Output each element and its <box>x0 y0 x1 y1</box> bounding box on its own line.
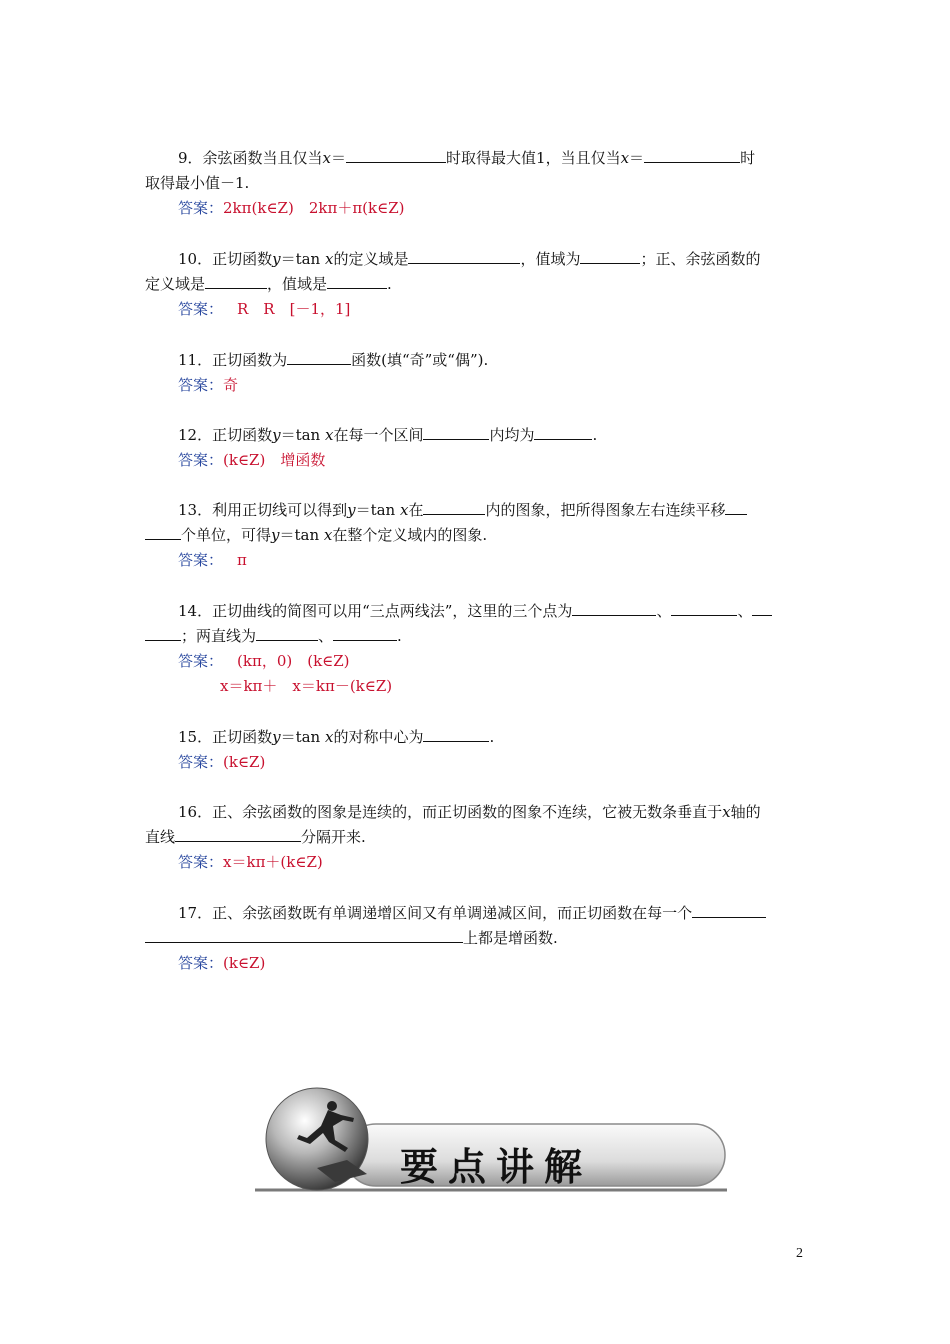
text: ＝tan <box>355 501 400 519</box>
question-15 <box>145 725 807 750</box>
text: ，值域为 <box>520 250 581 268</box>
text: 、 <box>737 602 753 620</box>
text: 时 <box>740 149 756 167</box>
fill-blank[interactable] <box>408 248 520 264</box>
answer-label: 答案： <box>178 954 224 972</box>
text: 10．正切函数 <box>178 250 273 268</box>
answer-14-line-2: x＝kπ＋ x＝kπ－(k∈Z) <box>220 677 393 695</box>
variable: y <box>271 526 280 544</box>
variable: y <box>347 501 356 519</box>
text: 的定义域是 <box>333 250 409 268</box>
text: ＝tan <box>279 526 324 544</box>
answer-11 <box>178 373 238 398</box>
variable: x <box>722 803 731 821</box>
page-number: 2 <box>796 1246 803 1261</box>
question-16 <box>145 800 807 850</box>
fill-blank[interactable] <box>423 499 485 515</box>
text: ，值域是 <box>267 275 328 293</box>
question-16-line-1 <box>145 800 807 825</box>
text: . <box>489 728 495 746</box>
text: 12．正切函数 <box>178 426 273 444</box>
variable: x <box>324 426 334 444</box>
answer-value: R R [－1，1] <box>237 300 351 318</box>
text: 、 <box>656 602 672 620</box>
text: 16．正、余弦函数的图象是连续的，而正切函数的图象不连续，它被无数条垂直于 <box>178 803 723 821</box>
text: 个单位，可得 <box>181 526 272 544</box>
answer-value: (k∈Z) <box>223 954 266 972</box>
text: 函数(填“奇”或“偶”). <box>351 351 489 369</box>
text: ＝tan <box>280 250 325 268</box>
fill-blank[interactable] <box>145 927 463 943</box>
answer-label: 答案： <box>178 300 224 318</box>
answer-value: 奇 <box>223 376 239 394</box>
text: ＝tan <box>280 426 325 444</box>
answer-value: (k∈Z) 增函数 <box>223 451 326 469</box>
answer-value: (kπ，0) (k∈Z) <box>237 652 350 670</box>
question-14-line-1 <box>145 599 807 624</box>
fill-blank[interactable] <box>580 248 640 264</box>
answer-14 <box>178 649 350 674</box>
text: ＝ <box>331 149 347 167</box>
text: ；两直线为 <box>181 627 257 645</box>
variable: x <box>324 728 334 746</box>
answer-label: 答案： <box>178 652 224 670</box>
answer-label: 答案： <box>178 753 224 771</box>
fill-blank[interactable] <box>145 625 181 641</box>
variable: x <box>399 501 409 519</box>
question-14 <box>145 599 807 649</box>
text: 内的图象，把所得图象左右连续平移 <box>485 501 726 519</box>
answer-label: 答案： <box>178 853 224 871</box>
variable: y <box>272 426 281 444</box>
question-15-line-1 <box>145 725 807 750</box>
question-10-line-2 <box>145 272 807 297</box>
text: 分隔开来. <box>301 828 366 846</box>
section-title: 要点讲解 <box>400 1145 593 1189</box>
question-13-line-1 <box>145 498 807 523</box>
text: 直线 <box>145 828 176 846</box>
answer-16 <box>178 850 323 875</box>
fill-blank[interactable] <box>333 625 397 641</box>
fill-blank[interactable] <box>692 902 766 918</box>
question-10 <box>145 247 807 297</box>
question-17-line-1 <box>145 901 807 926</box>
fill-blank[interactable] <box>534 424 592 440</box>
question-9 <box>145 146 807 196</box>
fill-blank[interactable] <box>327 273 387 289</box>
fill-blank[interactable] <box>572 600 656 616</box>
fill-blank[interactable] <box>725 499 747 515</box>
variable: x <box>324 250 334 268</box>
text: 9．余弦函数当且仅当 <box>178 149 323 167</box>
variable: y <box>272 728 281 746</box>
fill-blank[interactable] <box>287 349 351 365</box>
fill-blank[interactable] <box>175 826 301 842</box>
question-16-line-2 <box>145 825 807 850</box>
question-10-line-1 <box>145 247 807 272</box>
text: . <box>397 627 402 645</box>
text: ＝tan <box>280 728 325 746</box>
question-13 <box>145 498 807 548</box>
question-17 <box>145 901 807 951</box>
answer-label: 答案： <box>178 376 224 394</box>
text: 时取得最大值1，当且仅当 <box>446 149 621 167</box>
text: 14．正切曲线的简图可以用“三点两线法”，这里的三个点为 <box>178 602 573 620</box>
answer-9 <box>178 196 405 221</box>
text: 13．利用正切线可以得到 <box>178 501 348 519</box>
text: 在整个定义域内的图象. <box>332 526 488 544</box>
question-14-line-2 <box>145 624 807 649</box>
variable: y <box>272 250 281 268</box>
text: 在每一个区间 <box>333 426 424 444</box>
text: 定义域是 <box>145 275 206 293</box>
fill-blank[interactable] <box>346 147 446 163</box>
text: . <box>387 275 392 293</box>
answer-12 <box>178 448 325 473</box>
text: 轴的 <box>730 803 761 821</box>
question-9-line-1 <box>145 146 807 171</box>
answer-label: 答案： <box>178 451 224 469</box>
answer-10 <box>178 297 350 322</box>
question-13-line-2 <box>145 523 807 548</box>
fill-blank[interactable] <box>145 524 181 540</box>
question-12-line-1 <box>145 423 807 448</box>
answer-value: π <box>237 551 247 569</box>
fill-blank[interactable] <box>671 600 737 616</box>
question-9-line-2: 取得最小值－1. <box>145 174 250 192</box>
answer-value: x＝kπ＋(k∈Z) <box>223 853 323 871</box>
question-17-line-2 <box>145 926 807 951</box>
text: 上都是增函数. <box>463 929 558 947</box>
text: 11．正切函数为 <box>178 351 288 369</box>
text: 内均为 <box>489 426 535 444</box>
fill-blank[interactable] <box>423 424 489 440</box>
text: 15．正切函数 <box>178 728 273 746</box>
answer-17 <box>178 951 265 976</box>
fill-blank[interactable] <box>752 600 772 616</box>
fill-blank[interactable] <box>644 147 740 163</box>
fill-blank[interactable] <box>205 273 267 289</box>
text: 、 <box>318 627 334 645</box>
text: 17．正、余弦函数既有单调递增区间又有单调递减区间，而正切函数在每一个 <box>178 904 693 922</box>
question-11-line-1 <box>145 348 807 373</box>
text: ＝ <box>629 149 645 167</box>
answer-value: 2kπ(k∈Z) 2kπ＋π(k∈Z) <box>223 199 405 217</box>
text: . <box>592 426 598 444</box>
variable: x <box>323 526 333 544</box>
fill-blank[interactable] <box>256 625 318 641</box>
variable: x <box>322 149 332 167</box>
section-banner <box>255 1086 730 1196</box>
text: 的对称中心为 <box>333 728 424 746</box>
answer-label: 答案： <box>178 551 224 569</box>
question-11 <box>145 348 807 373</box>
answer-value: (k∈Z) <box>223 753 266 771</box>
answer-15 <box>178 750 265 775</box>
fill-blank[interactable] <box>423 726 489 742</box>
answer-13 <box>178 548 247 573</box>
variable: x <box>620 149 630 167</box>
question-12 <box>145 423 807 448</box>
answer-label: 答案： <box>178 199 224 217</box>
text: 在 <box>408 501 424 519</box>
text: ；正、余弦函数的 <box>640 250 761 268</box>
